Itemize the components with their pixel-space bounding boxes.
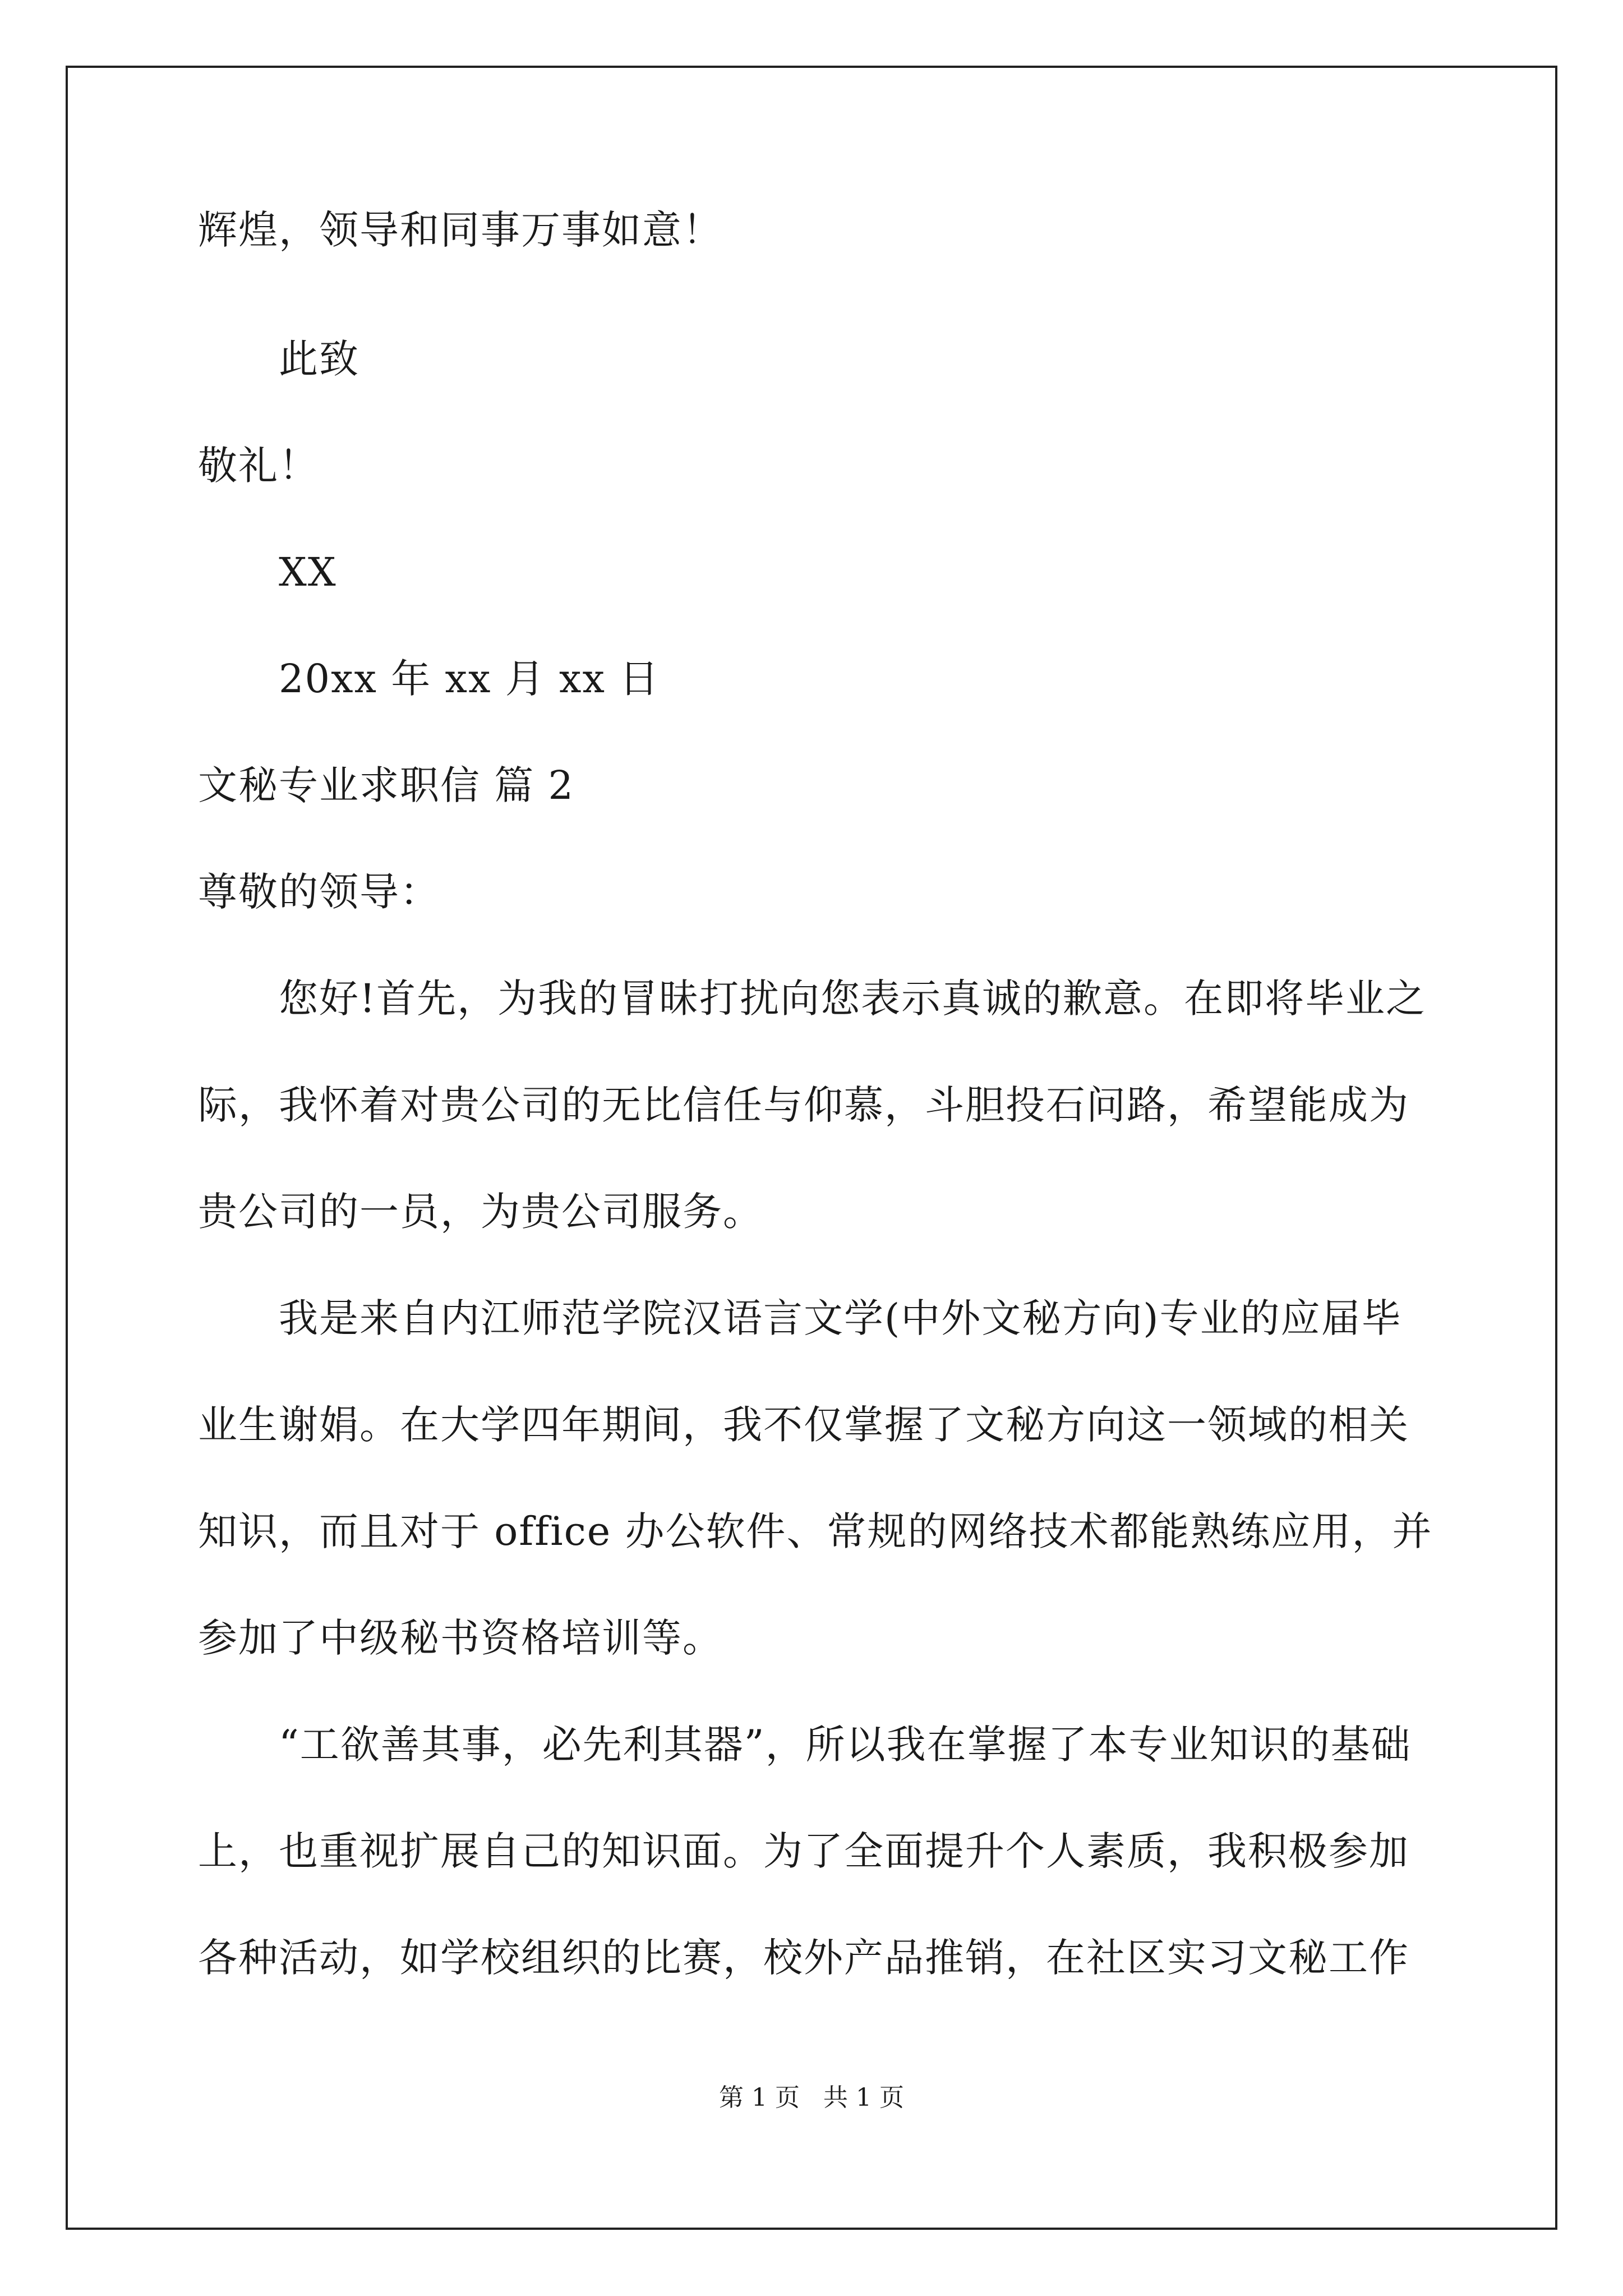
text-line: 上，也重视扩展自己的知识面。为了全面提升个人素质，我积极参加 xyxy=(198,1828,1409,1874)
page-footer: 第 1 页 共 1 页 xyxy=(719,2083,904,2112)
text-line: 此致 xyxy=(279,336,359,382)
text-line: 您好!首先，为我的冒昧打扰向您表示真诚的歉意。在即将毕业之 xyxy=(279,976,1427,1022)
salutation: 尊敬的领导： xyxy=(198,869,440,915)
text-line: 各种活动，如学校组织的比赛，校外产品推销，在社区实习文秘工作 xyxy=(198,1935,1409,1981)
page-frame xyxy=(66,66,1557,2230)
text-line: 辉煌，领导和同事万事如意！ xyxy=(198,207,723,253)
section-heading: 文秘专业求职信 篇 2 xyxy=(198,762,575,808)
text-line: 业生谢娟。在大学四年期间，我不仅掌握了文秘方向这一领域的相关 xyxy=(198,1402,1409,1448)
text-line: 参加了中级秘书资格培训等。 xyxy=(198,1615,723,1661)
text-line: 我是来自内江师范学院汉语言文学(中外文秘方向)专业的应届毕 xyxy=(279,1295,1402,1341)
text-line: 知识，而且对于 office 办公软件、常规的网络技术都能熟练应用，并 xyxy=(198,1508,1433,1554)
text-line: 际，我怀着对贵公司的无比信任与仰慕，斗胆投石问路，希望能成为 xyxy=(198,1082,1409,1128)
text-line: “工欲善其事，必先利其器”，所以我在掌握了本专业知识的基础 xyxy=(279,1722,1412,1768)
text-line: 贵公司的一员，为贵公司服务。 xyxy=(198,1189,763,1235)
text-line: XX xyxy=(279,549,337,595)
date-line: 20xx 年 xx 月 xx 日 xyxy=(279,656,660,702)
text-line: 敬礼！ xyxy=(198,443,319,489)
